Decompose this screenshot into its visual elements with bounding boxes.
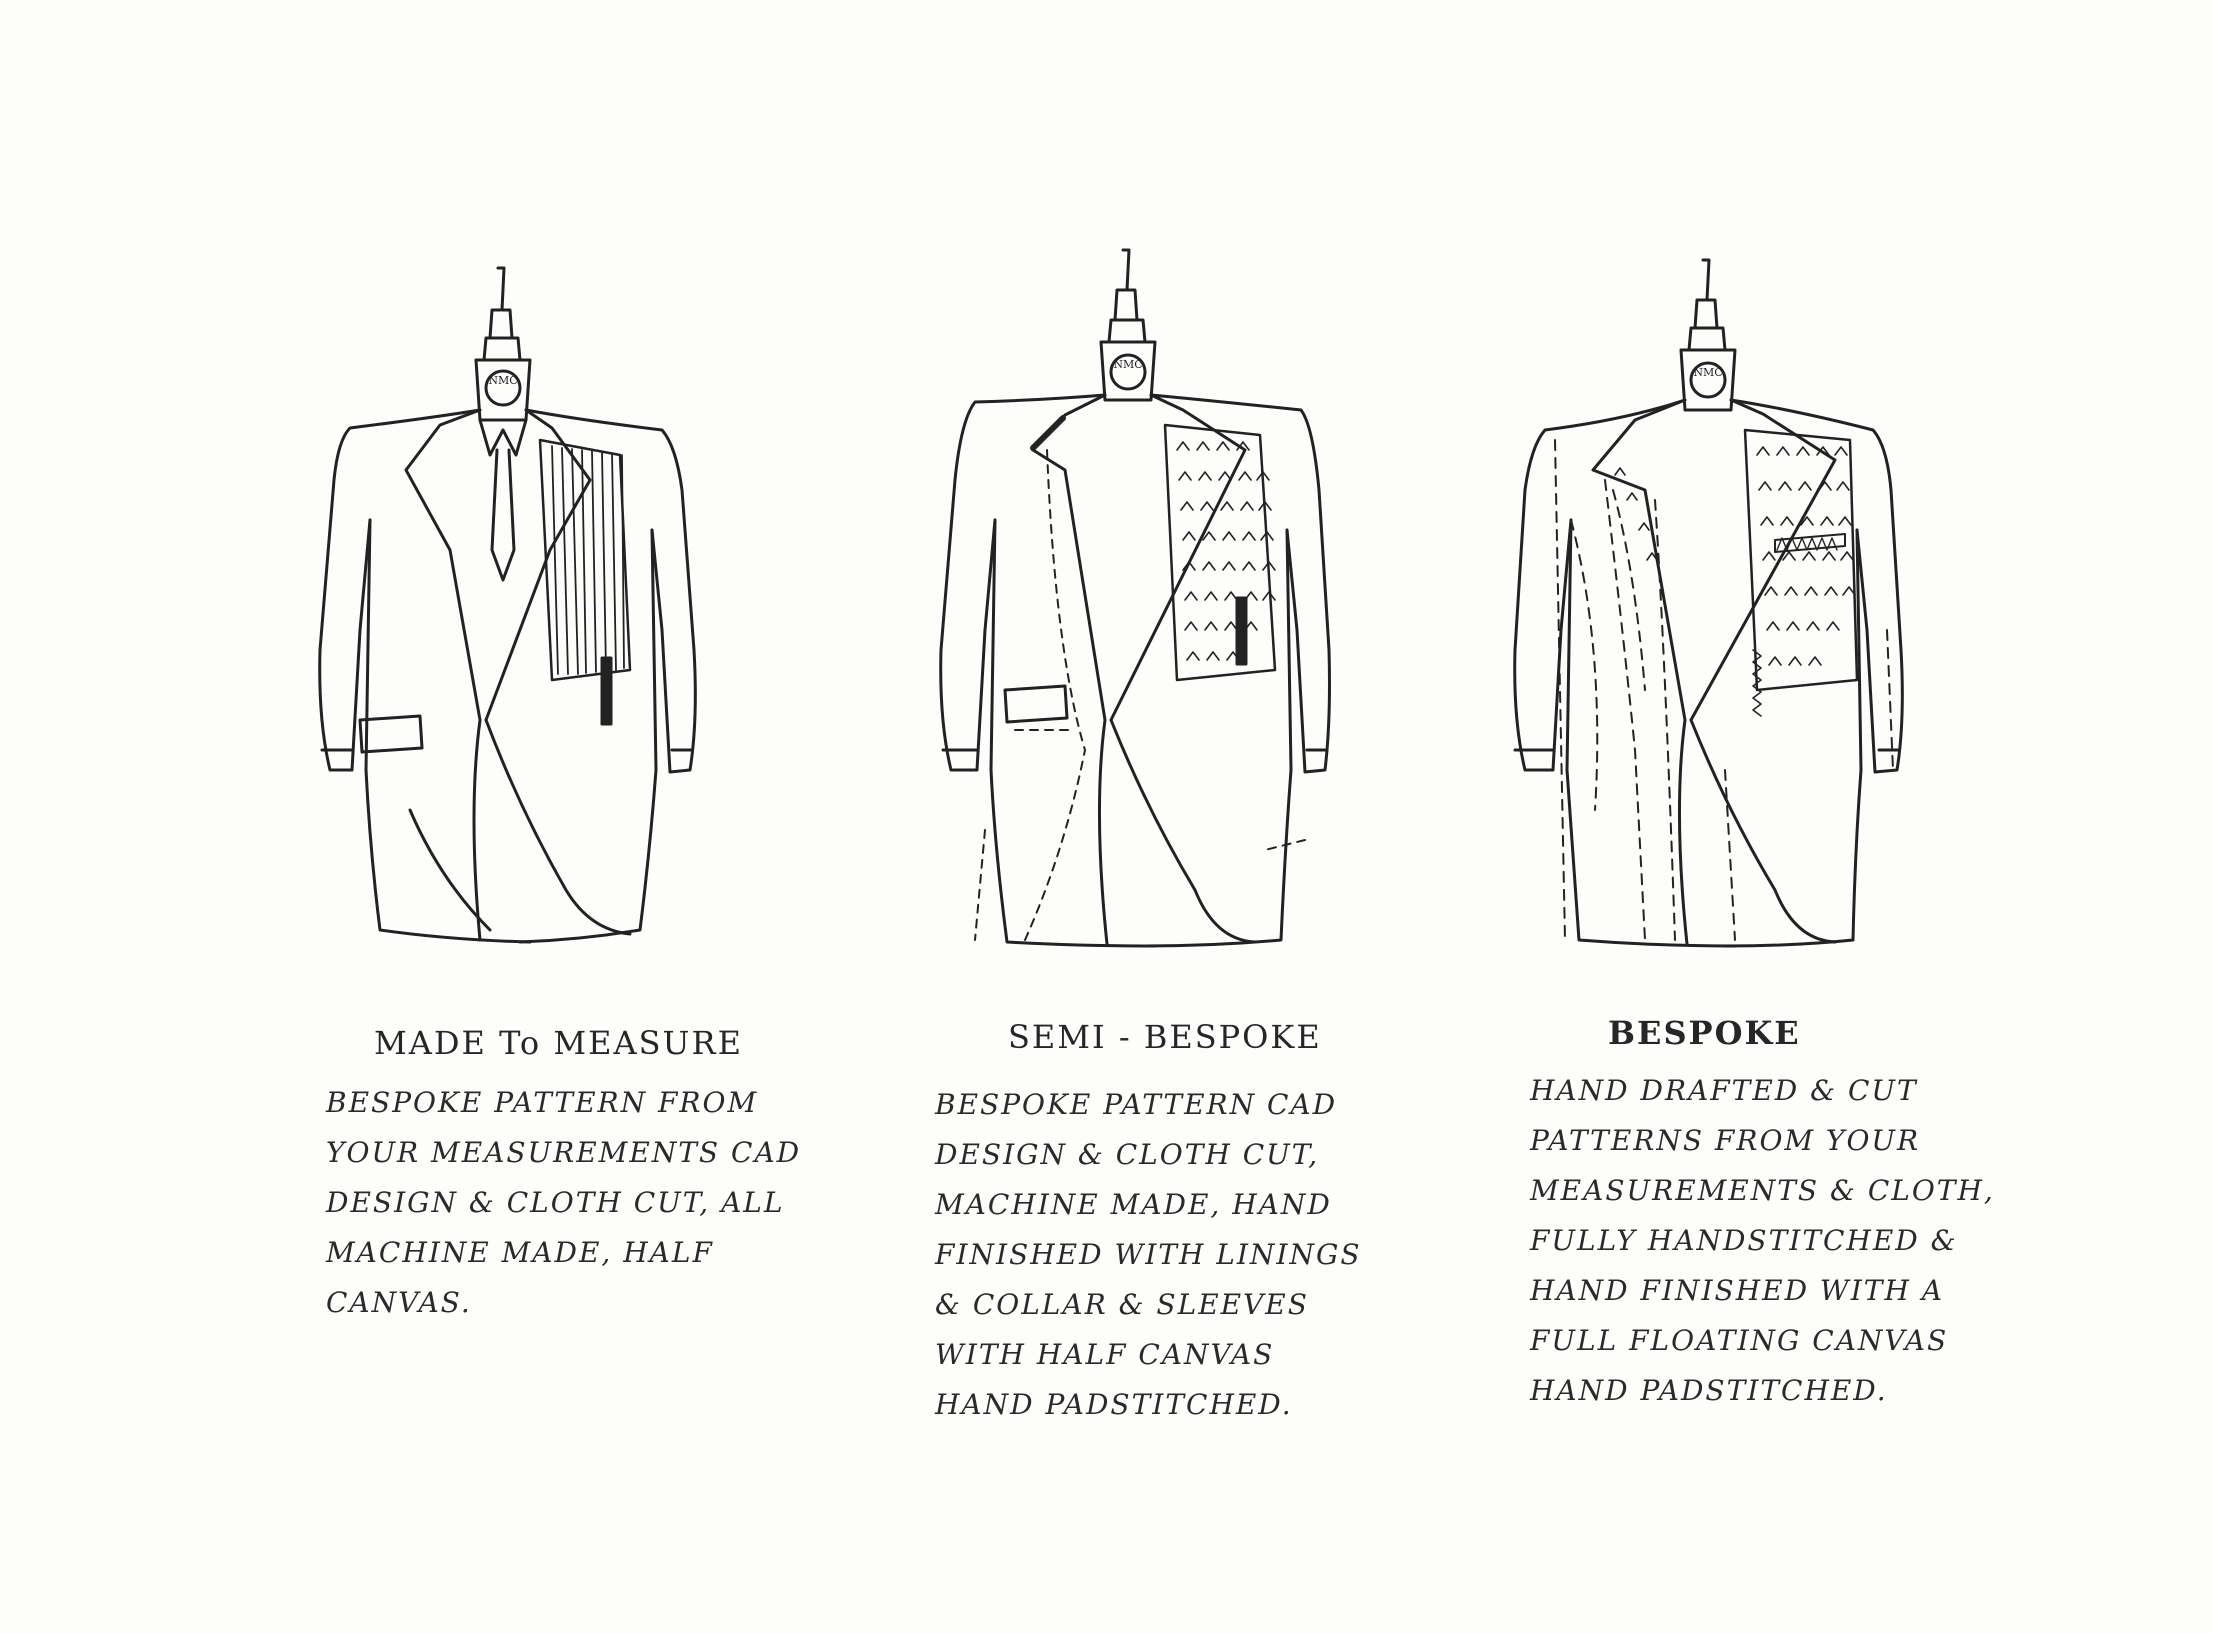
logo-text: NMC (1113, 358, 1143, 371)
description-line: MACHINE MADE, HALF (326, 1236, 714, 1269)
tier-description-semi-bespoke (935, 1080, 1362, 1430)
description-line: YOUR MEASUREMENTS CAD (326, 1136, 802, 1169)
hanger-hook-icon (490, 268, 512, 338)
hanger-hook-icon (1115, 250, 1137, 320)
jacket-made-to-measure-illustration (290, 250, 710, 970)
tier-title-made-to-measure: MADE To MEASURE (374, 1024, 743, 1062)
hanger-hook-icon (1695, 260, 1717, 328)
description-line: BESPOKE PATTERN CAD (935, 1088, 1338, 1121)
description-line: BESPOKE PATTERN FROM (326, 1086, 759, 1119)
description-line: MEASUREMENTS & CLOTH, (1530, 1174, 1995, 1207)
mannequin-neck (1101, 342, 1155, 400)
description-line: FULL FLOATING CANVAS (1530, 1324, 1949, 1357)
description-line: FINISHED WITH LININGS (935, 1238, 1362, 1271)
description-line: DESIGN & CLOTH CUT, ALL (326, 1186, 785, 1219)
description-line: MACHINE MADE, HAND (935, 1188, 1332, 1221)
logo-text: NMC (488, 374, 518, 387)
description-line: DESIGN & CLOTH CUT, (935, 1138, 1320, 1171)
description-line: HAND PADSTITCHED. (935, 1388, 1293, 1421)
tier-description-bespoke (1530, 1066, 1995, 1416)
description-line: & COLLAR & SLEEVES (935, 1288, 1309, 1321)
description-line: FULLY HANDSTITCHED & (1530, 1224, 1958, 1257)
tier-title-semi-bespoke: SEMI - BESPOKE (1008, 1018, 1322, 1056)
description-line: CANVAS. (326, 1286, 472, 1319)
tier-description-made-to-measure (326, 1078, 801, 1328)
description-line: HAND DRAFTED & CUT (1530, 1074, 1918, 1107)
jacket-semi-bespoke-illustration (915, 250, 1335, 970)
description-line: HAND PADSTITCHED. (1530, 1374, 1888, 1407)
mannequin-neck (476, 360, 530, 420)
mannequin-neck (1681, 350, 1735, 410)
description-line: WITH HALF CANVAS (935, 1338, 1275, 1371)
description-line: HAND FINISHED WITH A (1530, 1274, 1944, 1307)
logo-text: NMC (1693, 366, 1723, 379)
jacket-bespoke-illustration (1495, 250, 1915, 970)
description-line: PATTERNS FROM YOUR (1530, 1124, 1921, 1157)
tier-title-bespoke: BESPOKE (1608, 1014, 1801, 1052)
